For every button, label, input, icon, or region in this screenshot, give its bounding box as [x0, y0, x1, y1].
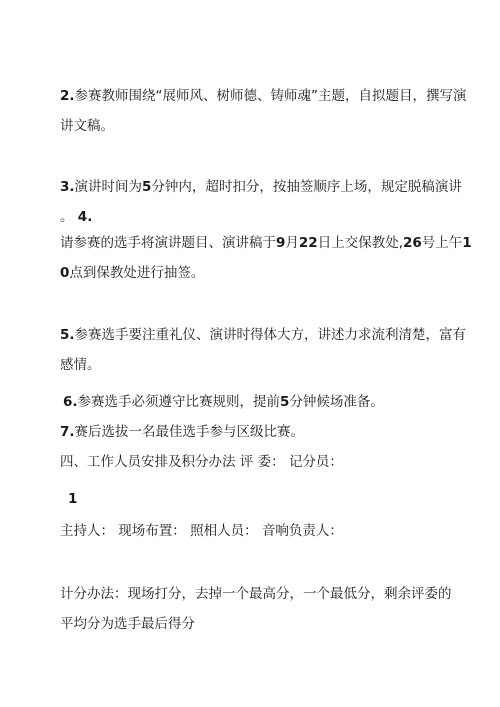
paragraph-line	[60, 585, 452, 603]
text-run: 平均分为选手最后得分	[60, 616, 195, 632]
text-run: 6.	[63, 394, 78, 410]
text-run: 请参赛的选手将演讲题目、演讲稿于	[60, 235, 276, 251]
text-run: 参赛选手必须遵守比赛规则，提前	[77, 394, 281, 410]
paragraph-line	[60, 356, 101, 374]
text-run: 计分办法：现场打分，去掉一个最高分，一个最低分，剩余评委的	[60, 586, 452, 602]
text-run: 讲文稿。	[60, 118, 114, 134]
text-run: 赛后选拔一名最佳选手参与区级比赛。	[74, 424, 305, 440]
text-run: 9	[276, 235, 286, 251]
paragraph-line	[60, 234, 472, 252]
text-run: 月	[285, 235, 299, 251]
text-run: 22	[298, 235, 318, 251]
text-run: 5	[142, 179, 152, 195]
text-run: 感情。	[60, 357, 101, 373]
paragraph-line	[60, 326, 466, 344]
text-run: 1	[68, 491, 78, 507]
text-run: 号上午	[421, 235, 463, 251]
text-run: 主持人： 现场布置： 照相人员： 音响负责人：	[60, 523, 343, 539]
text-run: 1	[462, 235, 472, 251]
text-run: 7.	[60, 424, 75, 440]
paragraph-line	[60, 615, 195, 633]
paragraph-line	[63, 393, 384, 411]
text-run: 四、工作人员安排及积分办法 评 委： 记分员：	[60, 454, 343, 470]
text-run: 3.	[60, 179, 75, 195]
text-run: 26	[403, 235, 422, 251]
paragraph-line	[60, 117, 114, 135]
paragraph-line	[60, 87, 467, 105]
text-run: 2.	[60, 88, 75, 104]
text-run: 日上交保教处,	[317, 235, 403, 251]
paragraph-line	[60, 178, 462, 196]
paragraph-line	[60, 264, 204, 282]
text-run: 5	[280, 394, 290, 410]
paragraph-line	[60, 423, 304, 441]
text-run: 。	[60, 209, 78, 225]
paragraph-line	[60, 208, 92, 226]
paragraph-line	[60, 522, 343, 540]
text-run: 演讲时间为	[74, 179, 143, 195]
text-run: 0	[60, 265, 70, 281]
text-run: 点到保教处进行抽签。	[69, 265, 205, 281]
text-run: 参赛教师围绕“展师风、树师德、铸师魂”主题，自拟题目，撰写演	[74, 88, 467, 104]
section-heading	[60, 453, 343, 471]
text-run: 分钟内，超时扣分，按抽签顺序上场，规定脱稿演讲	[151, 179, 462, 195]
text-run: 参赛选手要注重礼仪、演讲时得体大方，讲述力求流利清楚，富有	[74, 327, 467, 343]
list-number	[68, 490, 77, 508]
text-run: 5.	[60, 327, 75, 343]
text-run: 4.	[77, 209, 93, 225]
text-run: 分钟候场准备。	[289, 394, 384, 410]
